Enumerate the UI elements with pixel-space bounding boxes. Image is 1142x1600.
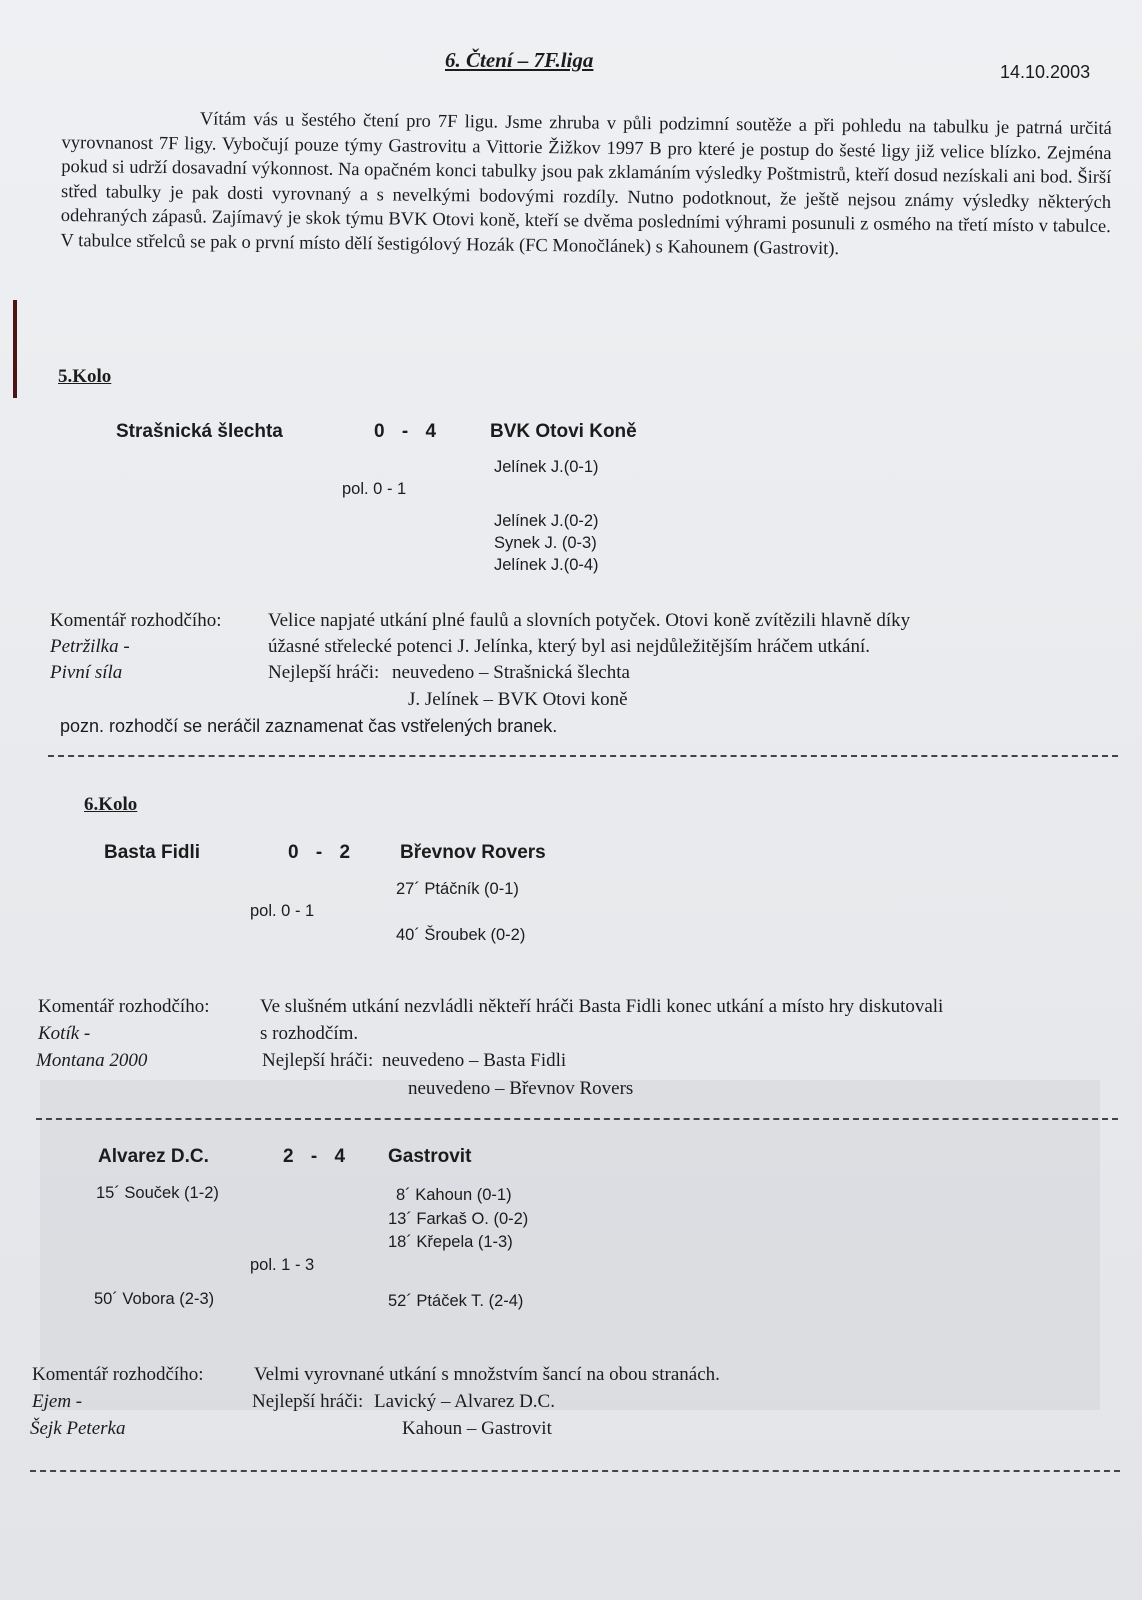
comment-label: Komentář rozhodčího: [50, 610, 222, 631]
page-title: 6. Čtení – 7F.liga [445, 48, 594, 72]
goal-entry: 15´ Souček (1-2) [96, 1184, 219, 1202]
round-6-heading: 6.Kolo [84, 794, 138, 815]
referee-team: Montana 2000 [36, 1050, 148, 1071]
match-score: 0 - 4 [374, 421, 443, 442]
match-home-team: Basta Fidli [104, 842, 201, 863]
best-player: neuvedeno – Břevnov Rovers [408, 1078, 634, 1099]
halftime-score: pol. 0 - 1 [342, 480, 407, 498]
divider [48, 755, 1118, 757]
goal-entry: 13´ Farkaš O. (0-2) [388, 1210, 529, 1228]
goal-entry: Jelínek J.(0-2) [494, 512, 599, 530]
referee-note: pozn. rozhodčí se neráčil zaznamenat čas vstřelených branek. [60, 716, 558, 736]
goal-entry: 52´ Ptáček T. (2-4) [388, 1292, 524, 1310]
round-5-heading: 5.Kolo [58, 366, 112, 387]
match-score: 2 - 4 [283, 1146, 352, 1167]
best-player: Lavický – Alvarez D.C. [374, 1391, 555, 1412]
best-player: neuvedeno – Strašnická šlechta [392, 662, 630, 683]
best-player: Kahoun – Gastrovit [402, 1418, 552, 1439]
best-players-label: Nejlepší hráči: [262, 1050, 374, 1071]
referee-team: Šejk Peterka [30, 1418, 126, 1439]
comment-line: s rozhodčím. [260, 1023, 359, 1044]
goal-entry: 40´ Šroubek (0-2) [396, 926, 526, 944]
comment-line: Velmi vyrovnané utkání s množstvím šancí na obou stranách. [254, 1364, 720, 1385]
comment-label: Komentář rozhodčího: [38, 996, 210, 1017]
match-score: 0 - 2 [288, 842, 357, 863]
goal-entry: 8´ Kahoun (0-1) [396, 1186, 512, 1204]
referee-name: Ejem - [32, 1391, 83, 1412]
match-home-team: Alvarez D.C. [98, 1146, 209, 1167]
goal-entry: 18´ Křepela (1-3) [388, 1233, 513, 1251]
referee-name: Kotík - [38, 1023, 91, 1044]
goal-entry: Jelínek J.(0-4) [494, 556, 599, 574]
bleed-through-table [40, 1080, 1100, 1410]
halftime-score: pol. 0 - 1 [250, 902, 315, 920]
best-player: J. Jelínek – BVK Otovi koně [408, 689, 628, 710]
divider [30, 1470, 1120, 1472]
document-date: 14.10.2003 [1000, 62, 1091, 82]
comment-label: Komentář rozhodčího: [32, 1364, 204, 1385]
match-away-team: BVK Otovi Koně [490, 421, 637, 442]
best-player: neuvedeno – Basta Fidli [382, 1050, 567, 1071]
best-players-label: Nejlepší hráči: [252, 1391, 364, 1412]
comment-line: úžasné střelecké potenci J. Jelínka, který byl asi nejdůležitějším hráčem utkání. [268, 636, 870, 657]
halftime-score: pol. 1 - 3 [250, 1256, 315, 1274]
goal-entry: 27´ Ptáčník (0-1) [396, 880, 519, 898]
intro-paragraph [60, 106, 1111, 265]
goal-entry: 50´ Vobora (2-3) [94, 1290, 215, 1308]
goal-entry: Synek J. (0-3) [494, 534, 597, 552]
referee-team: Pivní síla [50, 662, 123, 683]
goal-entry: Jelínek J.(0-1) [494, 458, 599, 476]
match-away-team: Gastrovit [388, 1146, 472, 1167]
best-players-label: Nejlepší hráči: [268, 662, 380, 683]
comment-line: Velice napjaté utkání plné faulů a slovních potyček. Otovi koně zvítězili hlavně díky [268, 610, 911, 631]
divider [36, 1118, 1118, 1120]
referee-name: Petržilka - [50, 636, 130, 657]
intro-text: Vítám vás u šestého čtení pro 7F ligu. Jsme zhruba v půli podzimní soutěže a při pohledu na tabulku je patrná určitá vyrovnanost 7F ligy. Vybočují pouze týmy Gastrovitu a Vittorie Žižkov 1997 B pro které je postup do šesté ligy již velice blízko. Zejména pokud si udrží dosavadní výkonnost. Na opačném konci tabulky jsou pak zklamáním výsledky Poštmistrů, kteří dosud nezískali ani bod. Širší střed tabulky je pak dosti vyrovnaný a s nevelkými bodovými rozdíly. Nutno podotknout, že ještě nejsou známy výsledky některých odehraných zápasů. Zajímavý je skok týmu BVK Otovi koně, kteří se dvěma posledními výhrami posunuli z osmého na třetí místo v tabulce. V tabulce střelců se pak o první místo dělí šestigólový Hozák (FC Monočlánek) s Kahounem (Gastrovit). [60, 109, 1112, 260]
margin-marker [13, 300, 17, 398]
match-home-team: Strašnická šlechta [116, 421, 283, 442]
match-away-team: Břevnov Rovers [400, 842, 546, 863]
comment-line: Ve slušném utkání nezvládli někteří hráči Basta Fidli konec utkání a místo hry diskutovali [260, 996, 944, 1017]
